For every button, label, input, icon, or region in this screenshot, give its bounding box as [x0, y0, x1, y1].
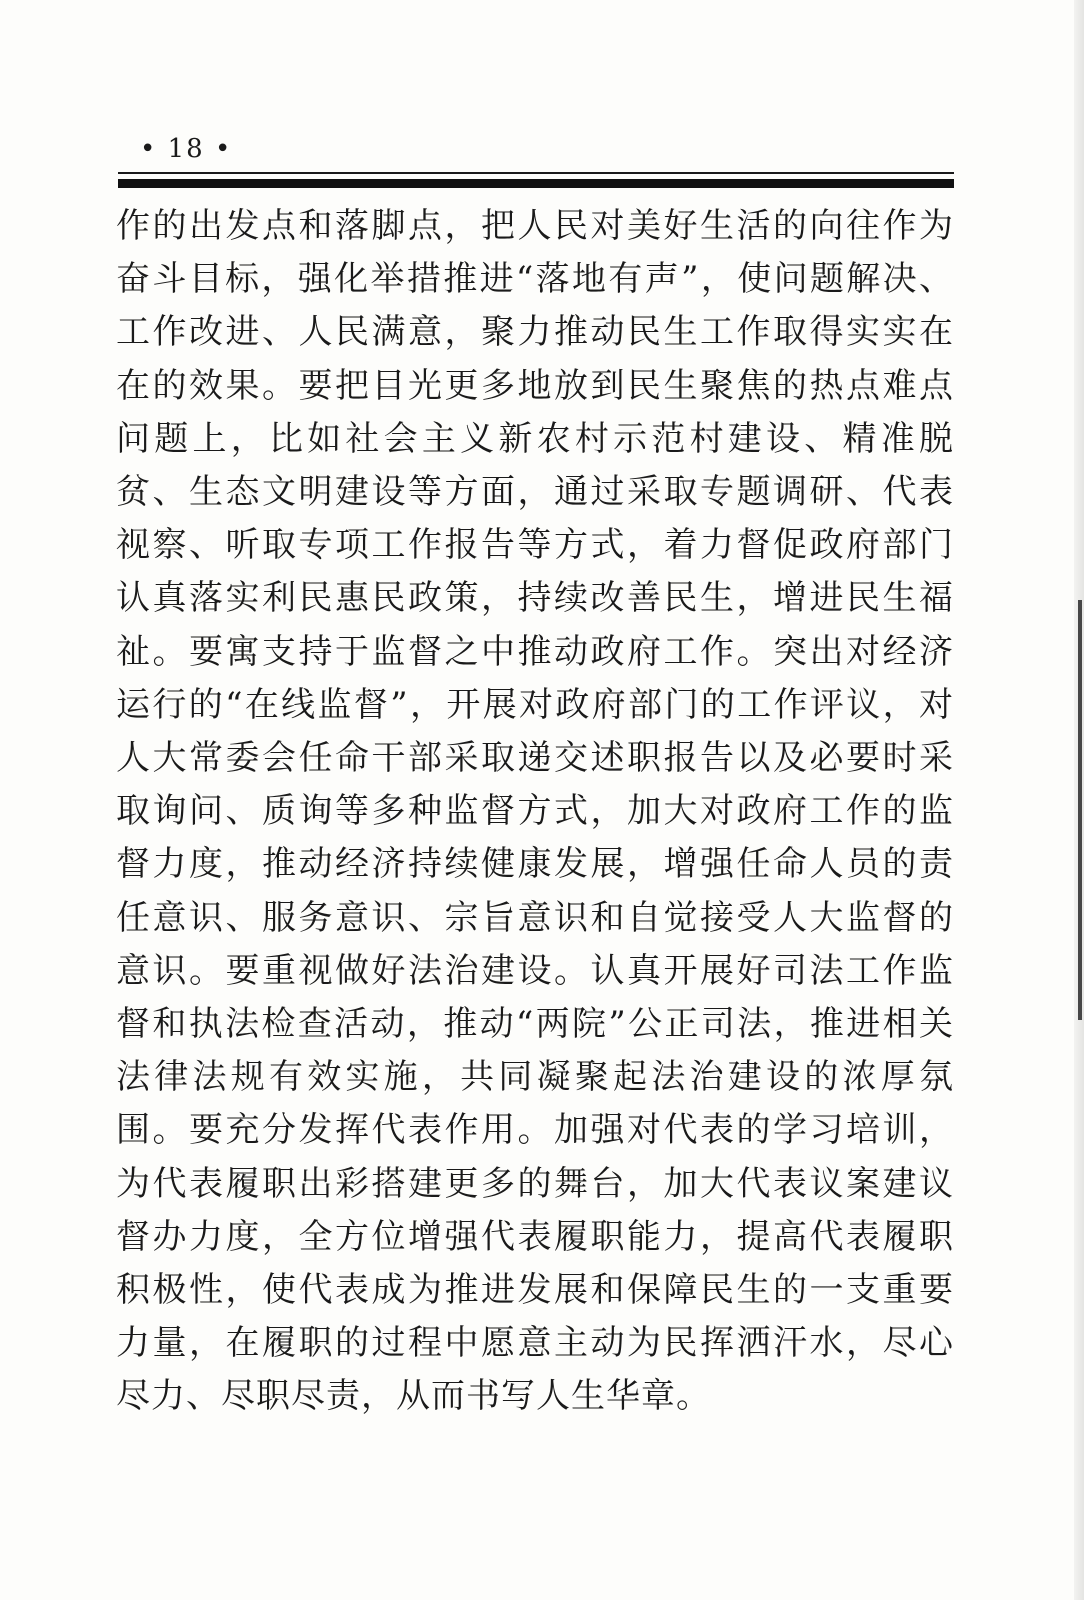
body-paragraph: 作的出发点和落脚点，把人民对美好生活的向往作为奋斗目标，强化举措推进“落地有声”，使问题解决、工作改进、人民满意，聚力推动民生工作取得实实在在的效果。要把目光更多地放到民生聚焦的热点难点问题上，比如社会主义新农村示范村建设、精准脱贫、生态文明建设等方面，通过采取专题调研、代表视察、听取专项工作报告等方式，着力督促政府部门认真落实利民惠民政策，持续改善民生，增进民生福祉。要寓支持于监督之中推动政府工作。突出对经济运行的“在线监督”，开展对政府部门的工作评议，对人大常委会任命干部采取递交述职报告以及必要时采取询问、质询等多种监督方式，加大对政府工作的监督力度，推动经济持续健康发展，增强任命人员的责任意识、服务意识、宗旨意识和自觉接受人大监督的意识。要重视做好法治建设。认真开展好司法工作监督和执法检查活动，推动“两院”公正司法，推进相关法律法规有效实施，共同凝聚起法治建设的浓厚氛围。要充分发挥代表作用。加强对代表的学习培训，为代表履职出彩搭建更多的舞台，加大代表议案建议督办力度，全方位增强代表履职能力，提高代表履职积极性，使代表成为推进发展和保障民生的一支重要力量，在履职的过程中愿意主动为民挥洒汗水，尽心尽力、尽职尽责，从而书写人生华章。 — [116, 206, 954, 1417]
page-header — [118, 128, 954, 198]
header-thin-rule — [118, 172, 954, 174]
page-number: • 18 • — [140, 134, 233, 164]
header-thick-rule — [118, 179, 954, 188]
scan-edge-mark — [1078, 600, 1082, 1020]
